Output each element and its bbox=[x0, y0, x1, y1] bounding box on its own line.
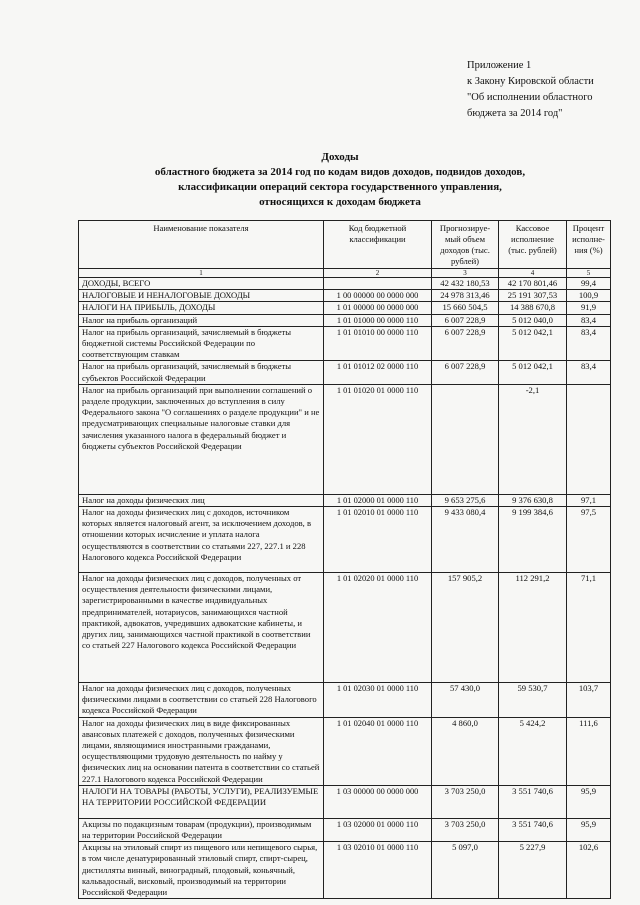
row-execution: 112 291,2 bbox=[499, 573, 567, 683]
header-forecast: Прогнозируе-мый объем доходов (тыс. рублей) bbox=[432, 221, 499, 269]
row-name: Налог на доходы физических лиц в виде фиксированных авансовых платежей с доходов, полученных физическими лицами, являющимися иностранными гражданами, осуществляющими трудовую деятельность по найму у физических лиц на основании патента в соответствии со статьей 227.1 Налогового кодекса Российской Федерации bbox=[79, 717, 324, 785]
row-code: 1 01 01020 01 0000 110 bbox=[324, 384, 432, 494]
appendix-line: Приложение 1 bbox=[467, 60, 532, 71]
row-execution: 42 170 801,46 bbox=[499, 278, 567, 290]
row-percent: 103,7 bbox=[567, 683, 611, 718]
row-forecast: 57 430,0 bbox=[432, 683, 499, 718]
row-name: Налог на доходы физических лиц bbox=[79, 494, 324, 506]
appendix-note bbox=[467, 58, 637, 122]
table-row bbox=[79, 302, 611, 314]
column-number: 1 bbox=[79, 269, 324, 278]
row-forecast: 3 703 250,0 bbox=[432, 818, 499, 841]
table-row bbox=[79, 842, 611, 899]
row-execution: 59 530,7 bbox=[499, 683, 567, 718]
title-line: относящихся к доходам бюджета bbox=[259, 196, 421, 208]
row-percent: 97,5 bbox=[567, 507, 611, 573]
row-forecast: 3 703 250,0 bbox=[432, 785, 499, 818]
row-code: 1 03 02000 01 0000 110 bbox=[324, 818, 432, 841]
column-number: 3 bbox=[432, 269, 499, 278]
revenue-table bbox=[78, 220, 611, 899]
row-name: НАЛОГОВЫЕ И НЕНАЛОГОВЫЕ ДОХОДЫ bbox=[79, 290, 324, 302]
row-code: 1 01 01012 02 0000 110 bbox=[324, 361, 432, 384]
row-name: Налог на прибыль организаций bbox=[79, 314, 324, 326]
row-name: НАЛОГИ НА ПРИБЫЛЬ, ДОХОДЫ bbox=[79, 302, 324, 314]
table-row bbox=[79, 326, 611, 361]
row-name: Налог на прибыль организаций, зачисляемый в бюджеты субъектов Российской Федерации bbox=[79, 361, 324, 384]
row-forecast: 6 007 228,9 bbox=[432, 326, 499, 361]
table-row bbox=[79, 278, 611, 290]
row-execution: 9 376 630,8 bbox=[499, 494, 567, 506]
table-row bbox=[79, 717, 611, 785]
row-code: 1 03 00000 00 0000 000 bbox=[324, 785, 432, 818]
row-percent: 83,4 bbox=[567, 314, 611, 326]
table-row bbox=[79, 818, 611, 841]
table-body bbox=[79, 278, 611, 899]
row-code: 1 01 02010 01 0000 110 bbox=[324, 507, 432, 573]
row-forecast: 9 433 080,4 bbox=[432, 507, 499, 573]
title-line: областного бюджета за 2014 год по кодам видов доходов, подвидов доходов, bbox=[154, 166, 526, 178]
row-percent: 102,6 bbox=[567, 842, 611, 899]
row-code bbox=[324, 278, 432, 290]
row-execution: 9 199 384,6 bbox=[499, 507, 567, 573]
row-percent: 91,9 bbox=[567, 302, 611, 314]
row-percent: 71,1 bbox=[567, 573, 611, 683]
column-number: 4 bbox=[499, 269, 567, 278]
row-execution: 25 191 307,53 bbox=[499, 290, 567, 302]
table-row bbox=[79, 314, 611, 326]
row-code: 1 00 00000 00 0000 000 bbox=[324, 290, 432, 302]
appendix-line: бюджета за 2014 год" bbox=[467, 108, 563, 119]
row-forecast: 24 978 313,46 bbox=[432, 290, 499, 302]
row-name: Налог на прибыль организаций, зачисляемый в бюджеты бюджетной системы Российской Федерации по соответствующим ставкам bbox=[79, 326, 324, 361]
header-code: Код бюджетной классификации bbox=[324, 221, 432, 269]
header-name: Наименование показателя bbox=[79, 221, 324, 269]
row-code: 1 01 01000 00 0000 110 bbox=[324, 314, 432, 326]
table-row bbox=[79, 494, 611, 506]
row-forecast: 6 007 228,9 bbox=[432, 314, 499, 326]
row-execution: 5 012 042,1 bbox=[499, 326, 567, 361]
row-percent: 83,4 bbox=[567, 326, 611, 361]
title-line: классификации операций сектора государственного управления, bbox=[178, 181, 502, 193]
header-row bbox=[79, 221, 611, 269]
row-execution: 3 551 740,6 bbox=[499, 818, 567, 841]
row-code: 1 01 02020 01 0000 110 bbox=[324, 573, 432, 683]
row-name: Налог на доходы физических лиц с доходов, полученных физическими лицами в соответствии со статьей 228 Налогового кодекса Российской Федерации bbox=[79, 683, 324, 718]
row-execution: 5 012 040,0 bbox=[499, 314, 567, 326]
row-forecast: 5 097,0 bbox=[432, 842, 499, 899]
row-execution: 3 551 740,6 bbox=[499, 785, 567, 818]
row-forecast: 157 905,2 bbox=[432, 573, 499, 683]
row-code: 1 03 02010 01 0000 110 bbox=[324, 842, 432, 899]
row-name: Налог на доходы физических лиц с доходов, полученных от осуществления деятельности физическими лицами, зарегистрированными в качестве индивидуальных предпринимателей, нотариусов, занимающихся частной практикой, адвокатов, учредивших адвокатские кабинеты, и других лиц, занимающихся частной практикой в соответствии со статьей 227 Налогового кодекса Российской Федерации bbox=[79, 573, 324, 683]
row-forecast bbox=[432, 384, 499, 494]
row-name: Акцизы на этиловый спирт из пищевого или непищевого сырья, в том числе денатурированный этиловый спирт, спирт-сырец, дистилляты винный, виноградный, плодовый, коньячный, кальвадосный, висковый, производимый на территории Российской Федерации bbox=[79, 842, 324, 899]
row-name: Налог на прибыль организаций при выполнении соглашений о разделе продукции, заключенных до вступления в силу Федерального закона "О соглашениях о разделе продукции" и не предусматривающих специальные налоговые ставки для зачисления указанного налога в федеральный бюджет и бюджеты субъектов Российской Федерации bbox=[79, 384, 324, 494]
column-number-row bbox=[79, 269, 611, 278]
row-percent: 99,4 bbox=[567, 278, 611, 290]
table-row bbox=[79, 507, 611, 573]
row-percent: 95,9 bbox=[567, 785, 611, 818]
title-line: Доходы bbox=[321, 151, 359, 163]
table-row bbox=[79, 384, 611, 494]
row-percent: 111,6 bbox=[567, 717, 611, 785]
row-percent: 95,9 bbox=[567, 818, 611, 841]
row-execution: 5 424,2 bbox=[499, 717, 567, 785]
row-code: 1 01 00000 00 0000 000 bbox=[324, 302, 432, 314]
row-percent: 100,9 bbox=[567, 290, 611, 302]
row-forecast: 15 660 504,5 bbox=[432, 302, 499, 314]
appendix-line: "Об исполнении областного bbox=[467, 92, 593, 103]
row-name: НАЛОГИ НА ТОВАРЫ (РАБОТЫ, УСЛУГИ), РЕАЛИЗУЕМЫЕ НА ТЕРРИТОРИИ РОССИЙСКОЙ ФЕДЕРАЦИИ bbox=[79, 785, 324, 818]
row-code: 1 01 02000 01 0000 110 bbox=[324, 494, 432, 506]
header-percent: Процент исполне-ния (%) bbox=[567, 221, 611, 269]
row-execution: 5 012 042,1 bbox=[499, 361, 567, 384]
table-row bbox=[79, 290, 611, 302]
appendix-line: к Закону Кировской области bbox=[467, 76, 594, 87]
row-forecast: 6 007 228,9 bbox=[432, 361, 499, 384]
table-row bbox=[79, 573, 611, 683]
row-code: 1 01 01010 00 0000 110 bbox=[324, 326, 432, 361]
row-name: Налог на доходы физических лиц с доходов, источником которых является налоговый агент, за исключением доходов, в отношении которых исчисление и уплата налога осуществляются в соответствии со статьями 227, 227.1 и 228 Налогового кодекса Российской Федерации bbox=[79, 507, 324, 573]
row-execution: 14 388 670,8 bbox=[499, 302, 567, 314]
table-row bbox=[79, 683, 611, 718]
document-title bbox=[90, 150, 590, 210]
row-percent: 97,1 bbox=[567, 494, 611, 506]
row-percent: 83,4 bbox=[567, 361, 611, 384]
row-name: Акцизы по подакцизным товарам (продукции), производимым на территории Российской Федерации bbox=[79, 818, 324, 841]
table-row bbox=[79, 785, 611, 818]
column-number: 2 bbox=[324, 269, 432, 278]
row-name: ДОХОДЫ, ВСЕГО bbox=[79, 278, 324, 290]
row-execution: -2,1 bbox=[499, 384, 567, 494]
row-forecast: 9 653 275,6 bbox=[432, 494, 499, 506]
column-number: 5 bbox=[567, 269, 611, 278]
row-forecast: 4 860,0 bbox=[432, 717, 499, 785]
header-execution: Кассовое исполнение (тыс. рублей) bbox=[499, 221, 567, 269]
table-row bbox=[79, 361, 611, 384]
row-forecast: 42 432 180,53 bbox=[432, 278, 499, 290]
row-code: 1 01 02030 01 0000 110 bbox=[324, 683, 432, 718]
row-code: 1 01 02040 01 0000 110 bbox=[324, 717, 432, 785]
row-percent bbox=[567, 384, 611, 494]
row-execution: 5 227,9 bbox=[499, 842, 567, 899]
